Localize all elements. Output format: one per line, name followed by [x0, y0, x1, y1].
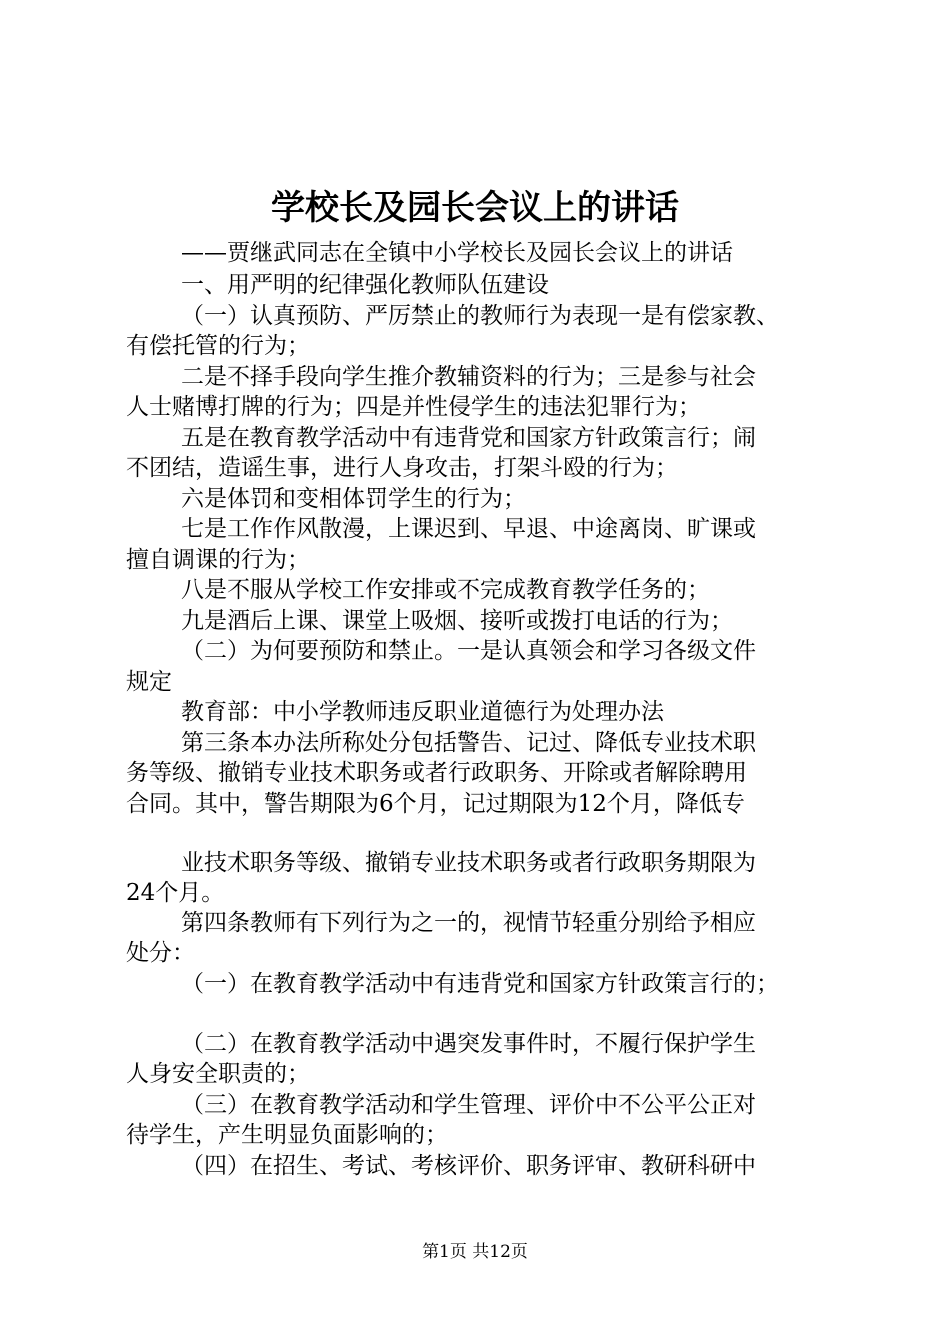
body-line: 人士赌博打牌的行为；四是并性侵学生的违法犯罪行为；: [126, 394, 701, 420]
body-line: 处分：: [126, 940, 195, 966]
body-line: 一、用严明的纪律强化教师队伍建设: [181, 272, 549, 298]
body-line: 二是不择手段向学生推介教辅资料的行为；三是参与社会: [181, 364, 756, 390]
body-line: 八是不服从学校工作安排或不完成教育教学任务的；: [181, 577, 710, 603]
body-line: 教育部：中小学教师违反职业道德行为处理办法: [181, 699, 664, 725]
body-line: 不团结，造谣生事，进行人身攻击，打架斗殴的行为；: [126, 455, 678, 481]
body-line: 第四条教师有下列行为之一的，视情节轻重分别给予相应: [181, 910, 756, 936]
body-line: 擅自调课的行为；: [126, 547, 310, 573]
body-line: 七是工作作风散漫，上课迟到、早退、中途离岗、旷课或: [181, 516, 756, 542]
body-line: （二）为何要预防和禁止。一是认真领会和学习各级文件: [181, 638, 756, 664]
body-line: 九是酒后上课、课堂上吸烟、接听或拨打电话的行为；: [181, 608, 733, 634]
body-line: （一）在教育教学活动中有违背党和国家方针政策言行的；: [181, 971, 779, 997]
page-title: 学校长及园长会议上的讲话: [271, 188, 679, 228]
subtitle: ——贾继武同志在全镇中小学校长及园长会议上的讲话: [181, 240, 733, 266]
body-line: （一）认真预防、严厉禁止的教师行为表现一是有偿家教、: [181, 303, 779, 329]
body-line: 有偿托管的行为；: [126, 333, 310, 359]
body-line: 五是在教育教学活动中有违背党和国家方针政策言行；闹: [181, 425, 756, 451]
body-line: 六是体罚和变相体罚学生的行为；: [181, 486, 526, 512]
body-line: 24个月。: [126, 880, 225, 906]
body-line: 合同。其中，警告期限为6个月，记过期限为12个月，降低专: [126, 791, 745, 817]
body-line: 待学生，产生明显负面影响的；: [126, 1122, 448, 1148]
body-line: （四）在招生、考试、考核评价、职务评审、教研科研中: [181, 1153, 756, 1179]
body-line: 规定: [126, 669, 172, 695]
body-line: 务等级、撤销专业技术职务或者行政职务、开除或者解除聘用: [126, 760, 747, 786]
body-line: （二）在教育教学活动中遇突发事件时，不履行保护学生: [181, 1031, 756, 1057]
body-line: 第三条本办法所称处分包括警告、记过、降低专业技术职: [181, 730, 756, 756]
body-line: 业技术职务等级、撤销专业技术职务或者行政职务期限为: [181, 850, 756, 876]
body-line: 人身安全职责的；: [126, 1061, 310, 1087]
page-footer: 第1页 共12页: [422, 1242, 528, 1262]
body-line: （三）在教育教学活动和学生管理、评价中不公平公正对: [181, 1092, 756, 1118]
